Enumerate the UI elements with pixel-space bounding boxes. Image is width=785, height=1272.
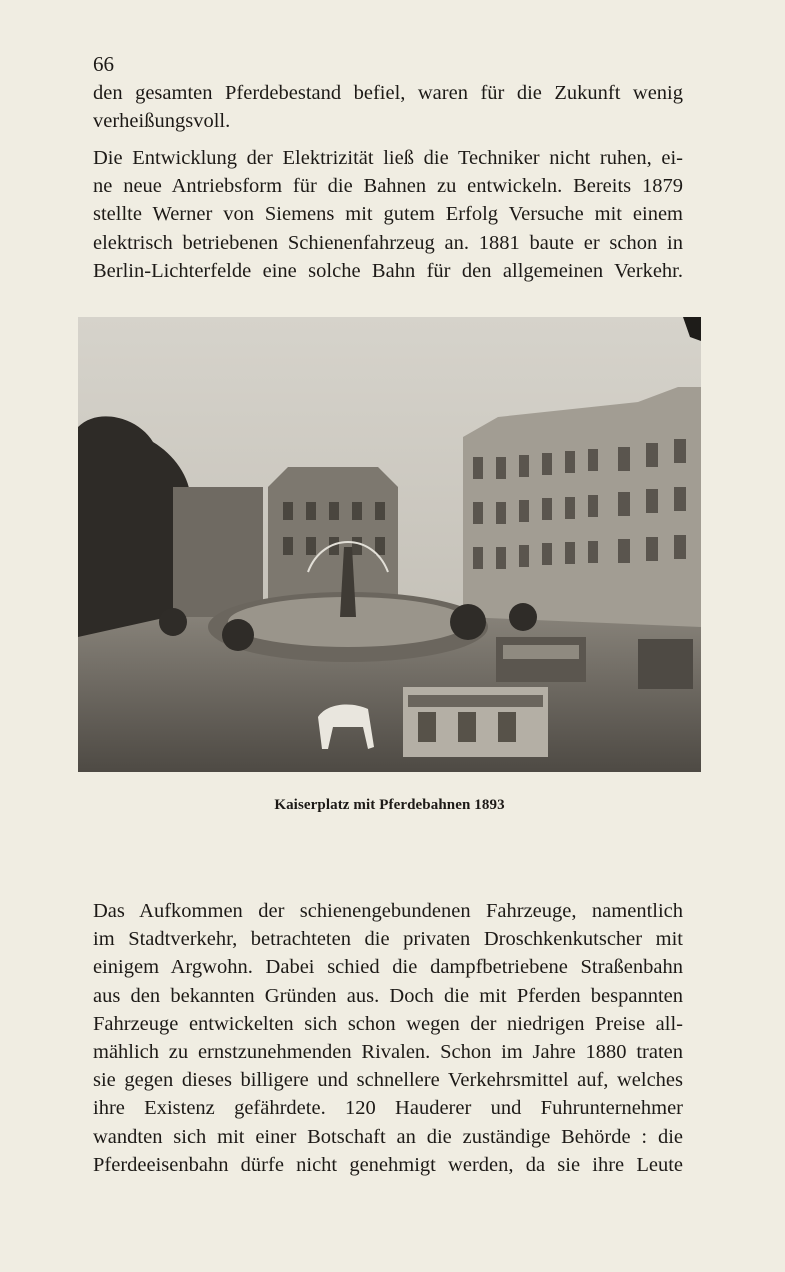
text-line: den gesamten Pferdebestand befiel, waren für die Zukunft wenig	[93, 82, 683, 104]
text-line: Das Aufkommen der schienengebundenen Fahrzeuge, namentlich	[93, 900, 683, 922]
text-line: Die Entwicklung der Elektrizität ließ die Techniker nicht ruhen, ei-	[93, 147, 683, 169]
text-line: ne neue Antriebsform für die Bahnen zu entwickeln. Bereits 1879	[93, 175, 683, 198]
text-line: sie gegen dieses billigere und schnellere Verkehrsmittel auf, welches	[93, 1069, 683, 1092]
paragraph-3	[93, 897, 683, 1179]
page-number: 66	[93, 52, 114, 76]
text-line: Berlin-Lichterfelde eine solche Bahn für den allgemeinen Verkehr.	[93, 259, 683, 282]
text-line: Fahrzeuge entwickelten sich schon wegen der niedrigen Preise all-	[93, 1012, 683, 1035]
text-line: ihre Existenz gefährdete. 120 Hauderer und Fuhrunternehmer	[93, 1097, 683, 1120]
text-line: mählich zu ernstzunehmenden Rivalen. Schon im Jahre 1880 traten	[93, 1041, 683, 1064]
left-building	[173, 487, 263, 617]
historic-photo-kaiserplatz	[78, 317, 701, 772]
text-line: Pferdeeisenbahn dürfe nicht genehmigt werden, da sie ihre Leute	[93, 1153, 683, 1176]
tramcar-foreground	[403, 687, 548, 757]
paragraph-2	[93, 144, 683, 285]
text-line: wandten sich mit einer Botschaft an die zuständige Behörde : die	[93, 1125, 683, 1148]
text-line: elektrisch betriebenen Schienenfahrzeug an. 1881 baute er schon in	[93, 231, 683, 254]
text-line: im Stadtverkehr, betrachteten die privaten Droschkenkutscher mit	[93, 928, 683, 951]
text-line: einigem Argwohn. Dabei schied die dampfbetriebene Straßenbahn	[93, 956, 683, 979]
figure-caption: Kaiserplatz mit Pferdebahnen 1893	[274, 797, 505, 813]
text-line: aus den bekannten Gründen aus. Doch die mit Pferden bespannten	[93, 984, 683, 1007]
text-line: verheißungsvoll.	[93, 110, 231, 133]
paragraph-1	[93, 79, 683, 135]
text-line: stellte Werner von Siemens mit gutem Erfolg Versuche mit einem	[93, 203, 683, 226]
photo-illustration	[78, 317, 701, 772]
